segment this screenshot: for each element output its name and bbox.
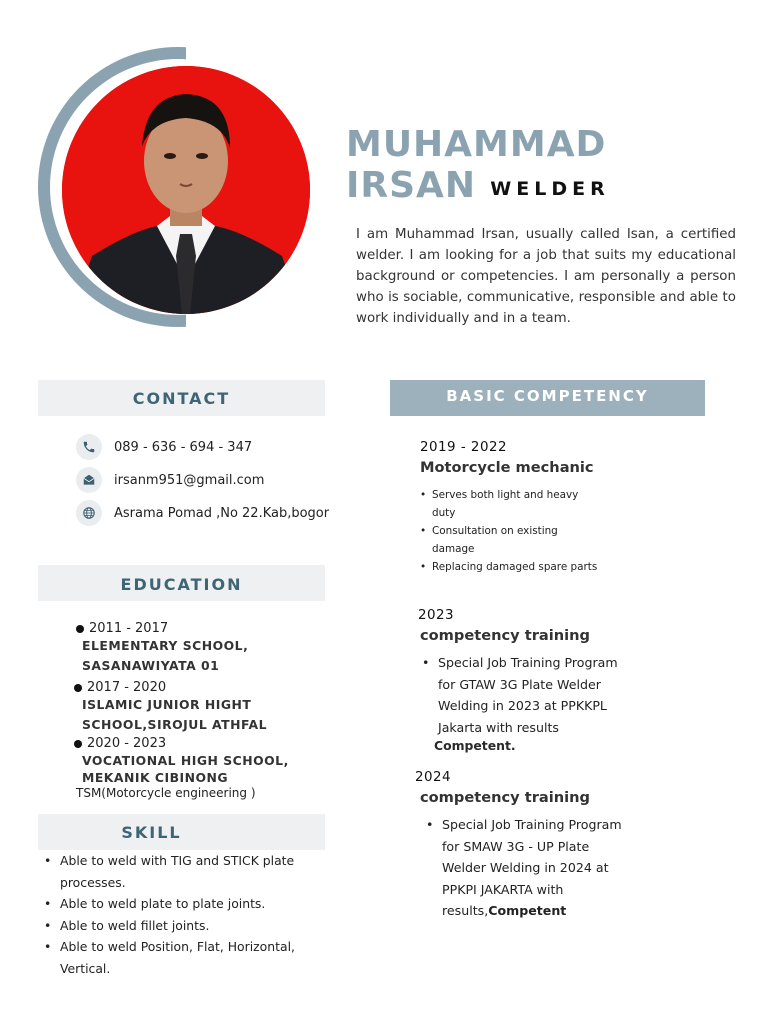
skill-list [44,850,304,979]
education-school-line2: MEKANIK CIBINONG [82,771,229,783]
training-text: Special Job Training Program for SMAW 3G - UP Plate Welder Welding in 2024 at PPKPI JAKARTA with results, [442,817,622,918]
contact-heading: CONTACT [38,380,325,416]
competency-duties [420,486,600,576]
competency-heading: BASIC COMPETENCY [390,380,705,416]
education-school-line2: SASANAWIYATA 01 [82,658,220,673]
training-text: Special Job Training Program for GTAW 3G Plate Welder Welding in 2023 at PPKKPL Jakarta with results [438,655,618,735]
education-heading: EDUCATION [38,565,325,601]
competency-years: 2023 [418,608,455,623]
education-years: 2011 - 2017 [89,621,169,636]
duty-item: • Consultation on existing damage [420,522,600,558]
competency-training-list [422,652,632,738]
education-item [74,736,289,783]
education-school-line2: SCHOOL,SIROJUL ATHFAL [82,717,268,732]
education-years: 2020 - 2023 [87,736,167,751]
phone-icon [76,434,102,460]
about-text: I am Muhammad Irsan, usually called Isan, a certified welder. I am looking for a job that suits my educational background or competencies. I am personally a person who is sociable, communicative, responsible and able to work individually and in a team. [356,227,736,326]
education-school-line1: ELEMENTARY SCHOOL, [82,638,249,653]
competency-years: 2024 [415,770,452,785]
duty-item: • Serves both light and heavy duty [420,486,600,522]
competency-block [418,608,632,753]
competency-role: competency training [420,789,590,806]
skill-heading: SKILL [38,814,325,850]
training-result: Competent. [434,738,516,753]
bullet-dot [76,625,84,633]
training-item [422,652,632,738]
contact-address-row [76,500,329,526]
skill-item: • Able to weld with TIG and STICK plate processes. [44,850,304,893]
profile-photo [62,66,310,314]
competency-block [415,770,631,922]
contact-email-row [76,467,264,493]
competency-training-list [426,814,631,922]
competency-role: competency training [420,627,590,644]
competency-years: 2019 - 2022 [420,440,508,455]
education-school-line1: ISLAMIC JUNIOR HIGHT [82,697,252,712]
skill-item: • Able to weld plate to plate joints. [44,893,304,915]
bullet-dot [74,684,82,692]
contact-phone-row [76,434,252,460]
globe-icon [76,500,102,526]
training-item [426,814,631,922]
contact-email[interactable]: irsanm951@gmail.com [114,472,265,488]
duty-item: • Replacing damaged spare parts [420,558,600,576]
skill-item: • Able to weld Position, Flat, Horizontal, Vertical. [44,936,304,979]
bullet-dot [74,740,82,748]
education-item [74,680,267,735]
education-years: 2017 - 2020 [87,680,167,695]
contact-address: Asrama Pomad ,No 22.Kab,bogor [114,505,330,521]
competency-role: Motorcycle mechanic [420,459,594,476]
candidate-name: MUHAMMAD IRSAN [346,124,607,206]
mail-icon [76,467,102,493]
education-item [76,621,248,676]
job-title: WELDER [490,178,610,200]
education-extra-note: TSM(Motorcycle engineering ) [76,786,256,800]
contact-phone: 089 - 636 - 694 - 347 [114,439,253,455]
competency-block [420,440,600,576]
skill-item: • Able to weld fillet joints. [44,915,304,937]
education-school-line1: VOCATIONAL HIGH SCHOOL, [82,753,289,768]
training-result: Competent [488,903,567,918]
